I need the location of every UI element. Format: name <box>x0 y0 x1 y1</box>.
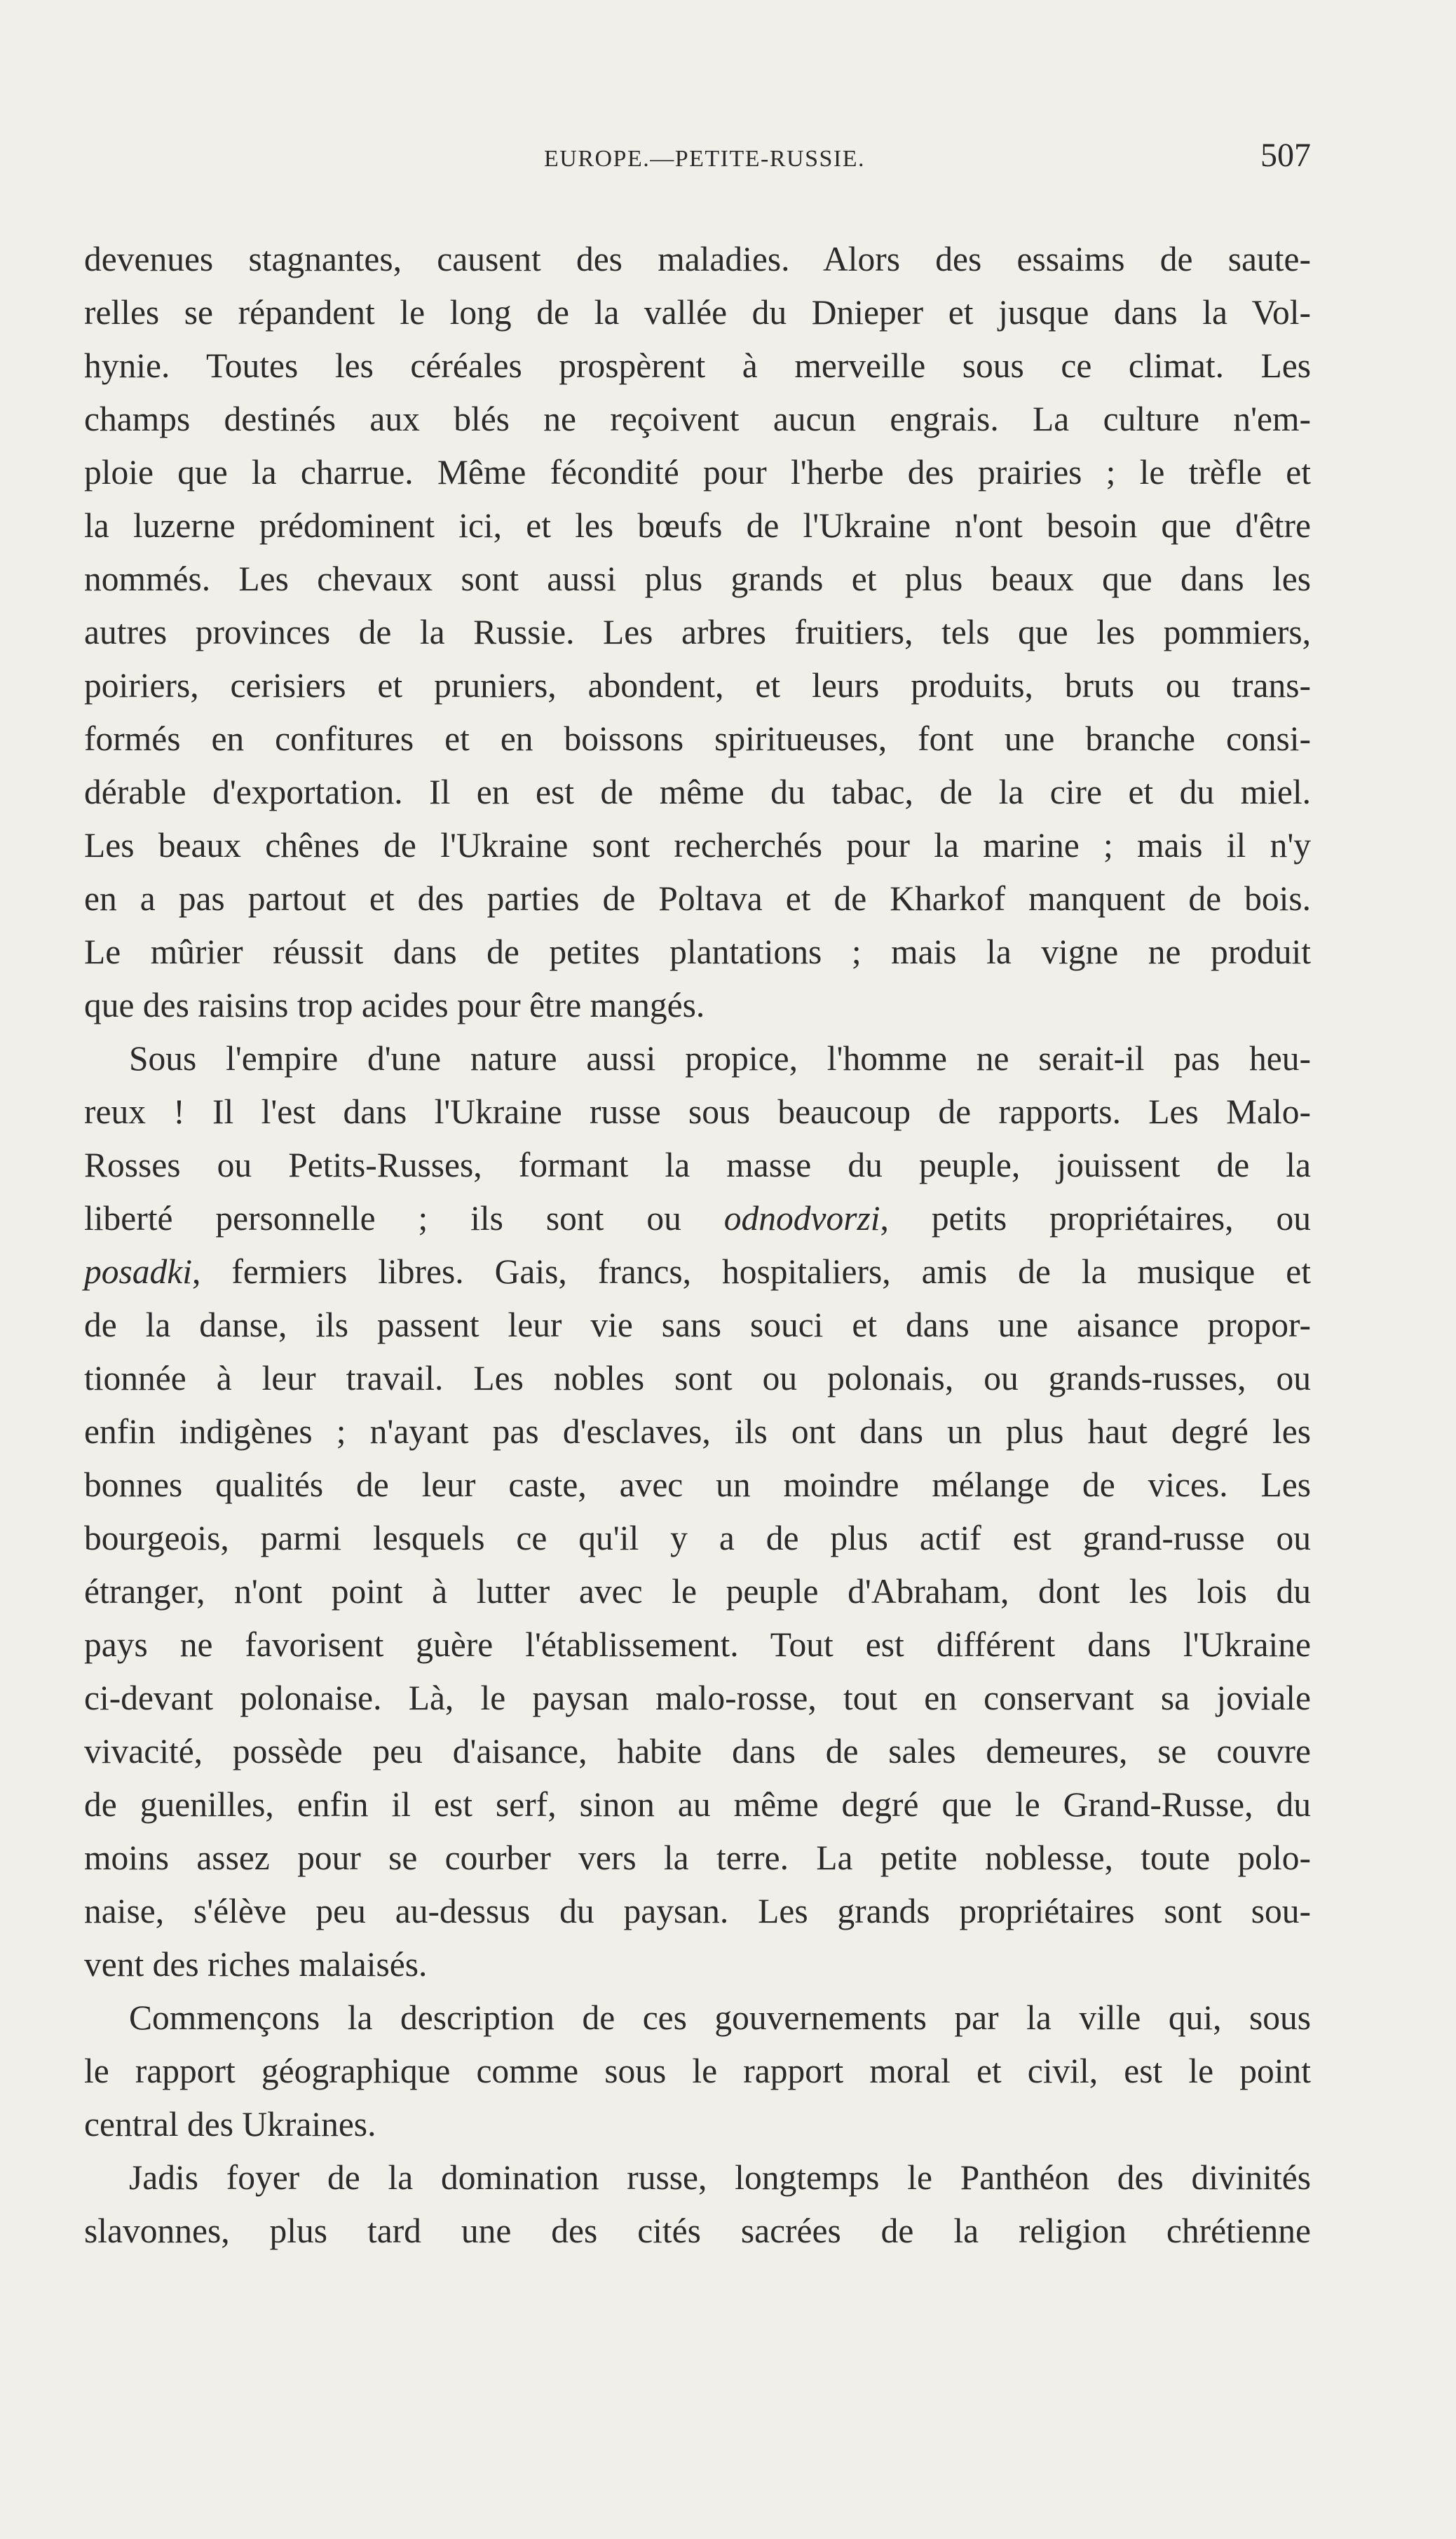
text-line: ci-devant polonaise. Là, le paysan malo-rosse, tout en conservant sa joviale <box>84 1679 1311 1717</box>
text-line: étranger, n'ont point à lutter avec le peuple d'Abraham, dont les lois du <box>84 1572 1311 1611</box>
text-line: que des raisins trop acides pour être mangés. <box>84 986 705 1024</box>
text-line: vent des riches malaisés. <box>84 1945 428 1984</box>
text-line: formés en confitures et en boissons spiritueuses, font une branche consi- <box>84 719 1311 758</box>
text-line: dérable d'exportation. Il en est de même du tabac, de la cire et du miel. <box>84 773 1311 811</box>
text-line: relles se répandent le long de la vallée du Dnieper et jusque dans la Vol- <box>84 293 1311 332</box>
text-segment: , fermiers libres. Gais, francs, hospitaliers, amis de la musique et <box>192 1252 1311 1291</box>
running-title: EUROPE.—PETITE-RUSSIE. <box>544 146 865 172</box>
text-line: tionnée à leur travail. Les nobles sont ou polonais, ou grands-russes, ou <box>84 1359 1311 1397</box>
page-header <box>84 137 1311 188</box>
body-text <box>84 233 1311 2258</box>
text-segment: , petits propriétaires, ou <box>880 1199 1311 1238</box>
italic-term: posadki <box>84 1252 192 1291</box>
text-line: Les beaux chênes de l'Ukraine sont recherchés pour la marine ; mais il n'y <box>84 826 1311 865</box>
text-line: poiriers, cerisiers et pruniers, abondent, et leurs produits, bruts ou trans- <box>84 666 1311 705</box>
text-line: central des Ukraines. <box>84 2105 376 2144</box>
text-line: Sous l'empire d'une nature aussi propice, l'homme ne serait-il pas heu- <box>129 1039 1311 1078</box>
text-line: reux ! Il l'est dans l'Ukraine russe sous beaucoup de rapports. Les Malo- <box>84 1092 1311 1131</box>
text-line: vivacité, possède peu d'aisance, habite dans de sales demeures, se couvre <box>84 1732 1311 1770</box>
text-line-mixed <box>84 1245 1311 1299</box>
text-line: en a pas partout et des parties de Poltava et de Kharkof manquent de bois. <box>84 879 1311 918</box>
text-line: Commençons la description de ces gouvernements par la ville qui, sous <box>129 1998 1311 2037</box>
text-line: nommés. Les chevaux sont aussi plus grands et plus beaux que dans les <box>84 560 1311 598</box>
text-line: enfin indigènes ; n'ayant pas d'esclaves, ils ont dans un plus haut degré les <box>84 1412 1311 1451</box>
text-line: bourgeois, parmi lesquels ce qu'il y a de plus actif est grand-russe ou <box>84 1519 1311 1557</box>
text-line: moins assez pour se courber vers la terre. La petite noblesse, toute polo- <box>84 1839 1311 1877</box>
text-line: Rosses ou Petits-Russes, formant la masse du peuple, jouissent de la <box>84 1146 1311 1184</box>
text-line: pays ne favorisent guère l'établissement. Tout est différent dans l'Ukraine <box>84 1625 1311 1664</box>
text-line: de guenilles, enfin il est serf, sinon au même degré que le Grand-Russe, du <box>84 1785 1311 1824</box>
text-line: de la danse, ils passent leur vie sans souci et dans une aisance propor- <box>84 1306 1311 1344</box>
text-line: la luzerne prédominent ici, et les bœufs de l'Ukraine n'ont besoin que d'être <box>84 506 1311 545</box>
text-line: ploie que la charrue. Même fécondité pour l'herbe des prairies ; le trèfle et <box>84 453 1311 492</box>
text-line: autres provinces de la Russie. Les arbres fruitiers, tels que les pommiers, <box>84 613 1311 651</box>
text-line: hynie. Toutes les céréales prospèrent à merveille sous ce climat. Les <box>84 346 1311 385</box>
text-line: slavonnes, plus tard une des cités sacrées de la religion chrétienne <box>84 2212 1311 2250</box>
text-line: champs destinés aux blés ne reçoivent aucun engrais. La culture n'em- <box>84 400 1311 438</box>
page-number: 507 <box>1260 137 1311 174</box>
text-line: Jadis foyer de la domination russe, longtemps le Panthéon des divinités <box>129 2158 1311 2197</box>
text-line-mixed <box>84 1192 1311 1245</box>
text-line: Le mûrier réussit dans de petites plantations ; mais la vigne ne produit <box>84 933 1311 971</box>
text-segment: liberté personnelle ; ils sont ou <box>84 1199 681 1238</box>
italic-term: odnodvorzi <box>723 1199 880 1238</box>
text-line: bonnes qualités de leur caste, avec un moindre mélange de vices. Les <box>84 1465 1311 1504</box>
text-line: devenues stagnantes, causent des maladies. Alors des essaims de saute- <box>84 240 1311 278</box>
text-line: le rapport géographique comme sous le rapport moral et civil, est le point <box>84 2052 1311 2090</box>
text-line: naise, s'élève peu au-dessus du paysan. Les grands propriétaires sont sou- <box>84 1892 1311 1930</box>
